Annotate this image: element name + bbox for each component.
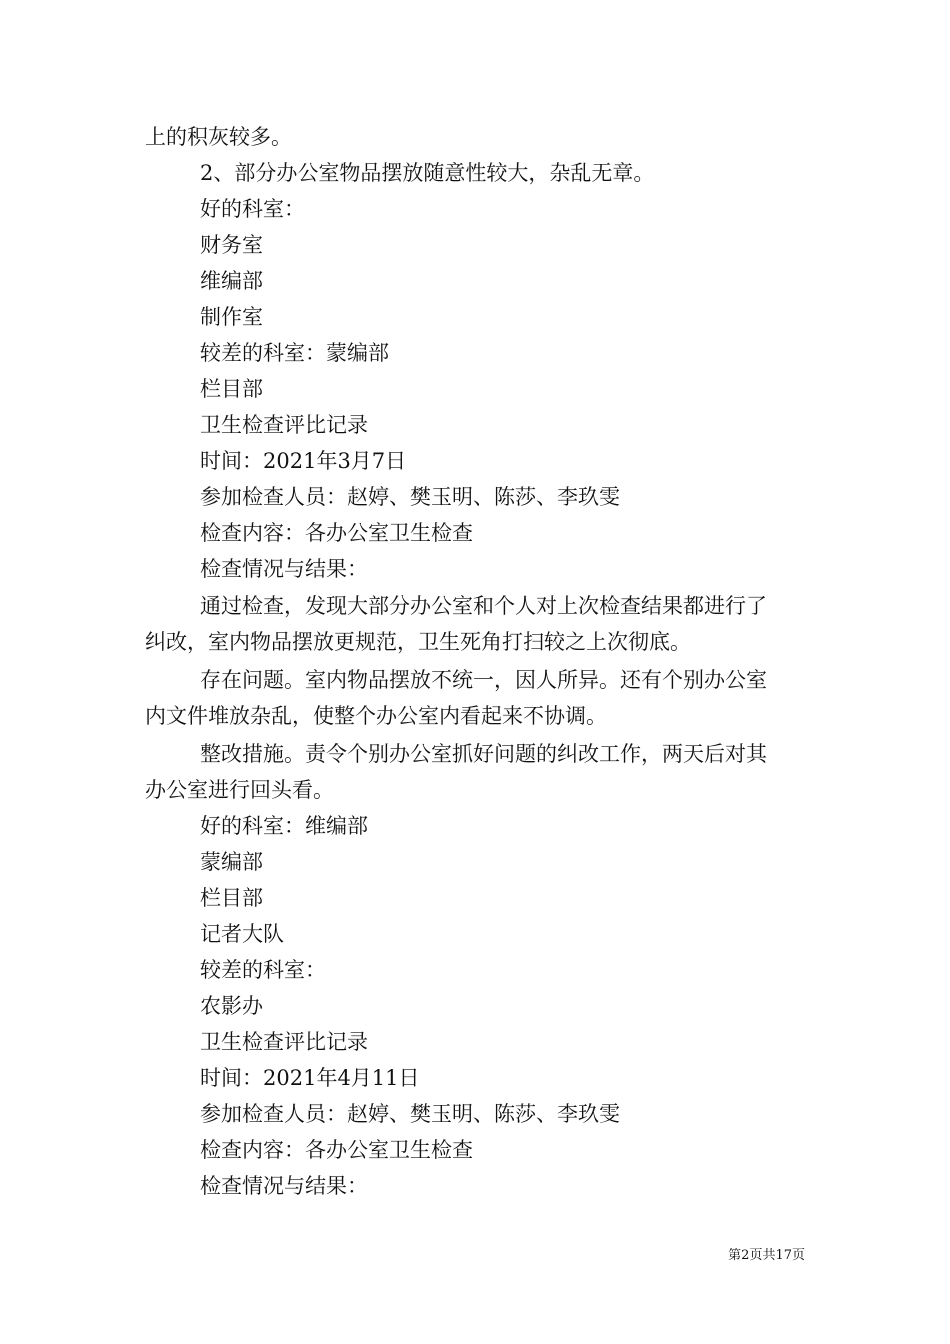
text-line: 存在问题。室内物品摆放不统一，因人所异。还有个别办公室 [200,668,767,692]
text-line: 制作室 [200,305,263,329]
section-heading: 卫生检查评比记录 [200,413,368,437]
text-line: 较差的科室： [200,958,326,982]
page-number: 第2页共17页 [728,1248,805,1263]
text-line: 较差的科室：蒙编部 [200,341,389,365]
date-line: 时间：2021年3月7日 [200,449,407,473]
text-line: 整改措施。责令个别办公室抓好问题的纠改工作，两天后对其 [200,742,767,766]
text-line: 栏目部 [200,377,263,401]
text-line: 通过检查，发现大部分办公室和个人对上次检查结果都进行了 [200,594,767,618]
text-line: 好的科室：维编部 [200,814,368,838]
text-line: 上的积灰较多。 [145,125,292,149]
text-line: 农影办 [200,994,263,1018]
participants-line: 参加检查人员：赵婷、樊玉明、陈莎、李玖雯 [200,1102,620,1126]
text-line: 财务室 [200,233,263,257]
text-line: 记者大队 [200,922,284,946]
text-line: 栏目部 [200,886,263,910]
result-heading: 检查情况与结果： [200,557,368,581]
date-line: 时间：2021年4月11日 [200,1066,420,1090]
section-heading: 卫生检查评比记录 [200,1030,368,1054]
text-line: 内文件堆放杂乱，使整个办公室内看起来不协调。 [145,704,607,728]
text-line: 办公室进行回头看。 [145,778,334,802]
text-line: 纠改，室内物品摆放更规范，卫生死角打扫较之上次彻底。 [145,630,691,654]
text-line: 好的科室： [200,197,305,221]
text-line: 蒙编部 [200,850,263,874]
participants-line: 参加检查人员：赵婷、樊玉明、陈莎、李玖雯 [200,485,620,509]
text-line: 维编部 [200,269,263,293]
text-line: 2、部分办公室物品摆放随意性较大，杂乱无章。 [200,161,655,185]
result-heading: 检查情况与结果： [200,1174,368,1198]
content-line: 检查内容：各办公室卫生检查 [200,521,473,545]
content-line: 检查内容：各办公室卫生检查 [200,1138,473,1162]
